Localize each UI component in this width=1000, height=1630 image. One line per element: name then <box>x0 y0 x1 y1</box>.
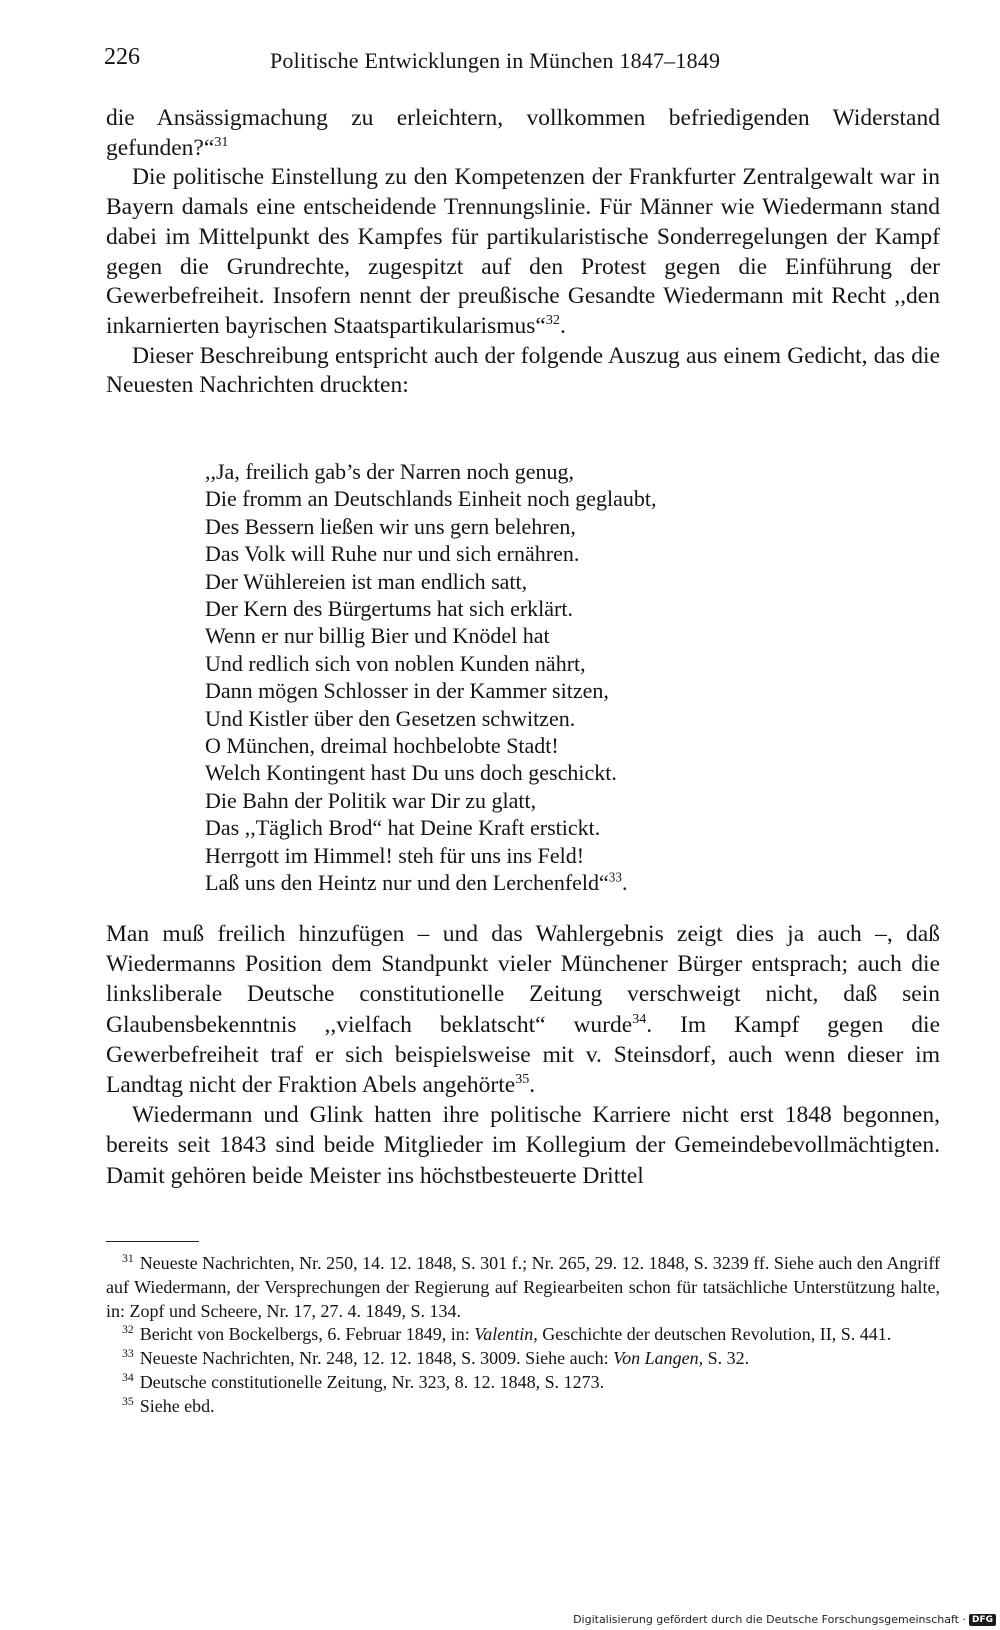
poem-line: Wenn er nur billig Bier und Knödel hat <box>205 623 550 649</box>
poem-line: Das ,,Täglich Brod“ hat Deine Kraft erstickt. <box>205 815 601 841</box>
paragraph-zentralgewalt: Die politische Einstellung zu den Kompetenzen der Frankfurter Zentralgewalt war in Bayern damals eine entscheidende Trennungslinie. Für Männer wie Wiedermann stand dabei im Mittelpunkt des Kampfes für partikularistische Sonderregelungen der Kampf gegen die Grundrechte, zugespitzt auf den Protest gegen die Einführung der Gewerbefreiheit. Insofern nennt der preußische Gesandte Wiedermann mit Recht ,,den inkarnierten bayrischen Staatspartikularismus“$^{32}$. <box>106 164 940 339</box>
poem-line: Der Wühlereien ist man endlich satt, <box>205 568 528 594</box>
footnote-ref-31: 31 <box>214 133 229 150</box>
paragraph-wahlergebnis: Man muß freilich hinzufügen – und das Wahlergebnis zeigt dies ja auch –, daß Wiedermanns Position dem Standpunkt vieler Münchener Bürger entsprach; auch die linksliberale Deutsche constitutionelle Zeitung verschweigt nicht, daß sein Glaubensbekenntnis ,,vielfach beklatscht“ wurde$^{34}$. Im Kampf gegen die Gewerbefreiheit traf er sich beispielsweise mit v. Steinsdorf, auch wenn dieser im Landtag nicht der Fraktion Abels angehörte$^{35}$. <box>106 921 940 1099</box>
dfg-logo: DFG <box>969 1614 996 1626</box>
body-text-top <box>106 104 940 401</box>
poem-line: Welch Kontingent hast Du uns doch geschickt. <box>205 760 617 786</box>
poem-line: Der Kern des Bürgertums hat sich erklärt. <box>205 596 573 622</box>
footnote-ref-35: 35 <box>515 1071 530 1088</box>
paragraph-poem-intro: Dieser Beschreibung entspricht auch der folgende Auszug aus einem Gedicht, das die Neuesten Nachrichten druckten: <box>106 342 940 399</box>
poem-line-last: Laß uns den Heintz nur und den Lerchenfeld“$^{33}$. <box>205 869 628 896</box>
poem-line: Dann mögen Schlosser in der Kammer sitzen, <box>205 678 609 704</box>
paragraph-continued: die Ansässigmachung zu erleichtern, vollkommen befriedigenden Widerstand gefunden?“$^{31}$ <box>106 105 940 161</box>
footnote-33: $^{33}$ Neueste Nachrichten, Nr. 248, 12. 12. 1848, S. 3009. Siehe auch: Von Langen, S. 32. <box>122 1347 750 1369</box>
poem-line: ,,Ja, freilich gab’s der Narren noch genug, <box>205 459 574 484</box>
footnote-34: $^{34}$ Deutsche constitutionelle Zeitung, Nr. 323, 8. 12. 1848, S. 1273. <box>122 1370 605 1392</box>
footnote-ref-34: 34 <box>632 1010 647 1027</box>
paragraph-karriere: Wiedermann und Glink hatten ihre politische Karriere nicht erst 1848 begonnen, bereits seit 1843 sind beide Mitglieder im Kollegium der Gemeindebevollmächtigten. Damit gehören beide Meister ins höchstbesteuerte Drittel <box>106 1102 940 1189</box>
running-title: Politische Entwicklungen in München 1847–1849 <box>270 48 721 73</box>
footnote-ref-32: 32 <box>545 312 560 329</box>
body-text-bottom <box>106 919 940 1191</box>
credit-text: Digitalisierung gefördert durch die Deutsche Forschungsgemeinschaft · <box>573 1613 966 1626</box>
poem-block <box>205 458 657 897</box>
footnotes <box>106 1252 940 1419</box>
footnote-ref-33: 33 <box>608 869 622 885</box>
footnote-35: $^{35}$ Siehe ebd. <box>122 1394 215 1416</box>
poem-line: Die fromm an Deutschlands Einheit noch geglaubt, <box>205 486 657 512</box>
poem-line: Und redlich sich von noblen Kunden nährt, <box>205 650 586 676</box>
digitization-credit <box>573 1613 996 1626</box>
footnote-32: $^{32}$ Bericht von Bockelbergs, 6. Februar 1849, in: Valentin, Geschichte der deutschen Revolution, II, S. 441. <box>122 1323 892 1345</box>
poem-line: Das Volk will Ruhe nur und sich ernähren. <box>205 541 580 567</box>
poem-line: Des Bessern ließen wir uns gern belehren, <box>205 513 576 539</box>
footnote-divider <box>106 1241 199 1242</box>
poem-line: Herrgott im Himmel! steh für uns ins Feld! <box>205 842 585 868</box>
poem-line: O München, dreimal hochbelobte Stadt! <box>205 733 559 759</box>
poem-line: Die Bahn der Politik war Dir zu glatt, <box>205 787 537 813</box>
page-number: 226 <box>104 44 140 70</box>
poem-line: Und Kistler über den Gesetzen schwitzen. <box>205 705 576 731</box>
footnote-31: $^{31}$ Neueste Nachrichten, Nr. 250, 14. 12. 1848, S. 301 f.; Nr. 265, 29. 12. 1848, S. 3239 ff. Siehe auch den Angriff auf Wiedermann, der Versprechungen der Regierung auf Regiearbeiten schon für tatsächliche Unterstützung halte, in: Zopf und Scheere, Nr. 17, 27. 4. 1849, S. 134. <box>106 1252 940 1321</box>
